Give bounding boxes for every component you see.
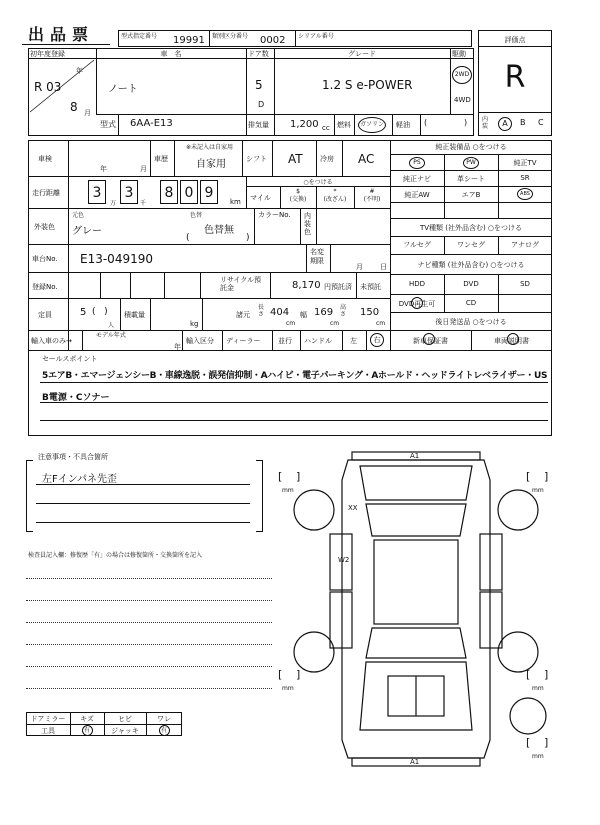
orig-color: グレー xyxy=(72,226,102,237)
model-type: 6AA-E13 xyxy=(130,118,173,129)
drive-2wd: 2WD xyxy=(452,66,472,84)
damage-a1-rear: A1 xyxy=(410,758,420,766)
equip-leather: 革シート xyxy=(457,175,485,183)
svg-text:[: [ xyxy=(526,668,531,681)
svg-text:[: [ xyxy=(278,470,283,483)
svg-text:]: ] xyxy=(296,470,301,483)
first-reg-label: 初年度登録 xyxy=(30,50,65,58)
equip-aw: 純正AW xyxy=(404,191,430,199)
equip-tv: 純正TV xyxy=(513,159,537,167)
navi-dvd-play: DVD再生可 xyxy=(398,300,436,308)
grade: 1.2 S e-POWER xyxy=(322,78,413,92)
sales-point-line2: B電源・Cソナー xyxy=(42,393,110,403)
equip-airbag: エアB xyxy=(461,191,481,199)
svg-text:]: ] xyxy=(296,668,301,681)
sales-point-label: セールスポイント xyxy=(42,355,98,363)
height: 150 xyxy=(360,307,380,318)
svg-text:mm: mm xyxy=(532,685,544,692)
svg-text:mm: mm xyxy=(532,753,544,760)
first-reg-year: R 03 xyxy=(34,80,62,94)
docs-title: 後日発送品 ○をつける xyxy=(435,318,507,326)
damage-xx: XX xyxy=(348,504,358,512)
mileage-digit-4: 0 xyxy=(180,180,198,204)
svg-text:mm: mm xyxy=(282,685,294,692)
interior-label: 内装 xyxy=(482,116,489,130)
inspector-label: 検査員記入欄：修復歴「有」の場合は修復箇所・交換箇所を記入 xyxy=(28,552,203,559)
grade-label: グレード xyxy=(348,50,376,58)
first-reg-month: 8 xyxy=(70,100,78,114)
equipment-title: 純正装備品 ○をつける xyxy=(435,143,507,151)
svg-text:]: ] xyxy=(544,668,549,681)
chassis-no: E13-049190 xyxy=(80,252,153,266)
damage-a1-front: A1 xyxy=(410,452,420,460)
fuel-gasoline: ガソリン xyxy=(358,117,386,133)
tv-title: TV種類 (社外品含む) ○をつける xyxy=(419,224,523,232)
svg-text:[: [ xyxy=(526,736,531,749)
category-box: 類別区分番号 0002 xyxy=(210,30,296,47)
mileage-digit-3: 8 xyxy=(160,180,178,204)
drive-4wd: 4WD xyxy=(454,96,471,104)
interior-a: A xyxy=(498,117,512,131)
svg-text:[: [ xyxy=(526,470,531,483)
score-label: 評価点 xyxy=(504,36,526,44)
damage-w2: W2 xyxy=(338,556,350,564)
recycle-fee: 8,170 xyxy=(292,280,321,291)
equip-abs: ABS xyxy=(498,188,552,200)
svg-text:]: ] xyxy=(544,470,549,483)
equip-sr: SR xyxy=(520,174,530,182)
drive-label: 駆動 xyxy=(452,50,466,58)
doors: 5 xyxy=(255,78,263,92)
mileage-digit-5: 9 xyxy=(200,180,218,204)
displacement: 1,200 xyxy=(290,119,319,130)
equip-navi: 純正ナビ xyxy=(403,175,431,183)
interior-b: B xyxy=(520,118,526,127)
category-no: 0002 xyxy=(260,35,286,46)
svg-text:mm: mm xyxy=(282,487,294,494)
score-value: R xyxy=(504,60,526,95)
car-name-label: 車 名 xyxy=(160,50,182,58)
doc-manual: 車両説明書 xyxy=(494,337,529,345)
model-cert-no: 19991 xyxy=(173,35,205,46)
doors-label: ドア数 xyxy=(248,50,269,58)
svg-text:[: [ xyxy=(278,668,283,681)
shift: AT xyxy=(288,152,303,166)
notes-text: 左Fインパネ先歪 xyxy=(42,474,118,485)
handle-right: 右 xyxy=(370,333,384,347)
car-name: ノート xyxy=(108,84,138,95)
sales-point-line1: 5エアB・エマージェンシーB・車線逸脱・誤発信抑制・Aハイビ・電子パーキング・Aホールド・ヘッドライトレベライザー・US xyxy=(42,371,548,381)
doc-warranty: 新車保証書 xyxy=(413,337,448,345)
svg-text:mm: mm xyxy=(532,487,544,494)
width: 169 xyxy=(314,307,334,318)
usage: 自家用 xyxy=(196,159,226,170)
color-change: 色替無 xyxy=(204,225,234,236)
notes-title: 注意事項・不具合箇所 xyxy=(38,453,108,461)
interior-c: C xyxy=(538,118,544,127)
equip-pw: PW xyxy=(444,157,498,169)
navi-title: ナビ種類 (社外品含む) ○をつける xyxy=(417,261,525,269)
car-damage-diagram xyxy=(270,440,570,770)
serial-box: シリアル番号 xyxy=(296,30,472,47)
mileage-digit-1: 3 xyxy=(88,180,106,204)
form-title: 出品票 xyxy=(28,25,95,44)
mileage-digit-2: 3 xyxy=(120,180,138,204)
capacity: 5 xyxy=(80,307,87,318)
svg-text:]: ] xyxy=(544,736,549,749)
length: 404 xyxy=(270,307,290,318)
equip-ps: PS xyxy=(390,157,444,169)
model-cert-box: 型式指定番号 19991 xyxy=(118,30,210,47)
ac: AC xyxy=(358,152,375,166)
